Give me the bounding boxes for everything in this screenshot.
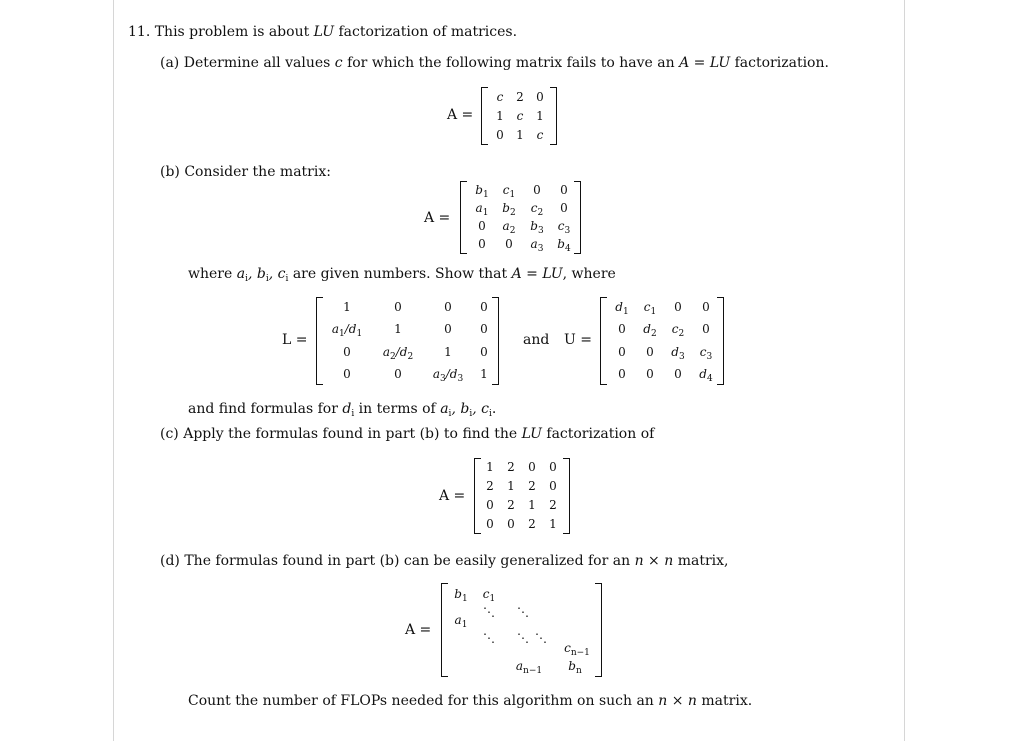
- part-b-statement: (b) Consider the matrix:: [160, 164, 331, 180]
- part-d-count: Count the number of FLOPs needed for this algorithm on such an n × n matrix.: [188, 693, 753, 709]
- matrix-d-label: A =: [405, 622, 432, 638]
- part-a-statement: (a) Determine all values c for which the following matrix fails to have an A = LU factorization.: [160, 55, 829, 71]
- matrix-b-label: A =: [424, 210, 451, 226]
- matrix-l: 1 0 0 0 $a_1/d_1$ 1 0 0 0 $a_2/d_2$ 1 0 0 0 $a_3/d_3$ 1: [316, 297, 499, 385]
- part-b-where: where $a_i$, $b_i$, $c_i$ are given numbers. Show that A = LU, where: [188, 266, 616, 284]
- matrix-l-label: L =: [282, 332, 308, 348]
- matrix-c-label: A =: [439, 488, 466, 504]
- problem-number: 11.: [128, 24, 151, 40]
- part-c-statement: (c) Apply the formulas found in part (b) to find the LU factorization of: [160, 426, 655, 442]
- matrix-u: $d_1$ $c_1$ 0 0 0 $d_2$ $c_2$ 0 0 0 $d_3$ $c_3$ 0 0 0 $d_4$: [600, 297, 724, 385]
- matrix-d: $b_1$ $c_1$ $a_1$ ⋱ ⋱ ⋱ ⋱ ⋱ $c_{n-1}$ $a_{n-1}$ $b_n$: [441, 583, 602, 677]
- matrix-b: $b_1$ $c_1$ 0 0 $a_1$ $b_2$ $c_2$ 0 0 $a_2$ $b_3$ $c_3$ 0 0 $a_3$ $b_4$: [460, 181, 581, 254]
- problem-statement: 11. This problem is about LU factorization of matrices.: [128, 24, 518, 40]
- matrix-u-label: U =: [564, 332, 592, 348]
- matrix-a-label: A =: [447, 107, 474, 123]
- and-connector: and: [523, 332, 550, 348]
- part-d-statement: (d) The formulas found in part (b) can be easily generalized for an n × n matrix,: [160, 553, 729, 569]
- matrix-c: 1 2 0 0 2 1 2 0 0 2 1 2 0 0 2 1: [474, 458, 570, 534]
- part-b-find: and find formulas for $d_i$ in terms of $a_i$, $b_i$, $c_i$.: [188, 401, 497, 419]
- matrix-a: c 2 0 1 c 1 0 1 c: [481, 87, 557, 145]
